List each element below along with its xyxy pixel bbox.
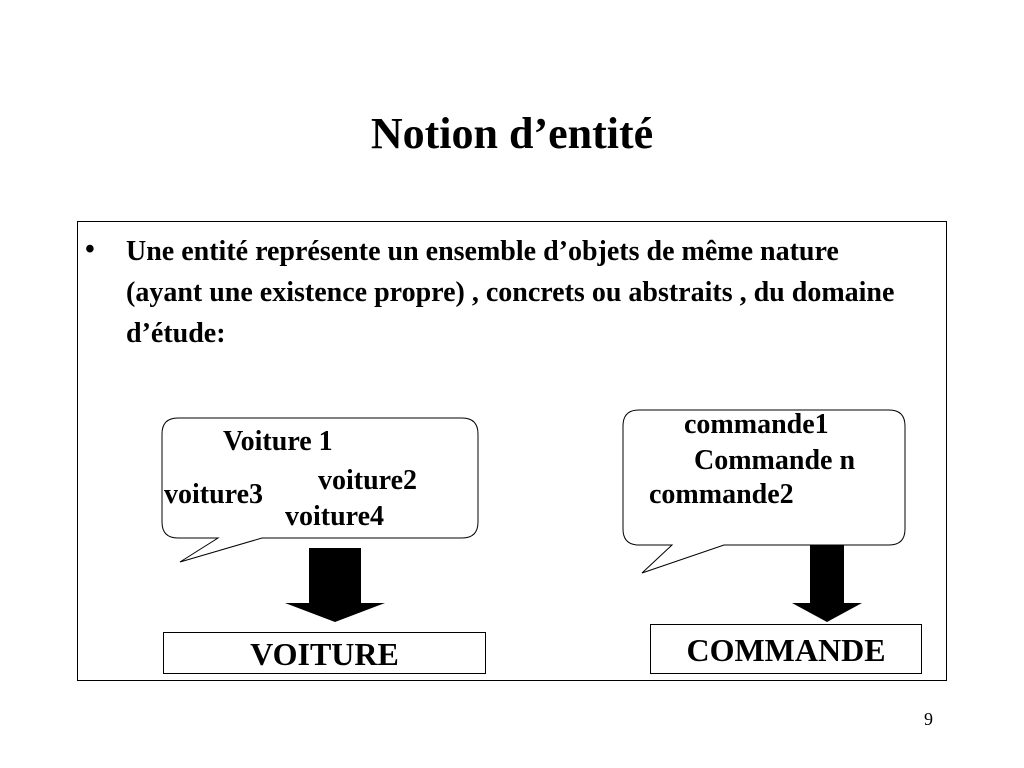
entity-box-voiture: VOITURE	[163, 632, 486, 674]
instance-commande2: commande2	[649, 479, 794, 510]
instance-commande-n: Commande n	[694, 445, 856, 476]
instance-voiture3: voiture3	[164, 479, 264, 510]
entity-box-commande: COMMANDE	[650, 624, 922, 674]
slide-title: Notion d’entité	[370, 109, 654, 158]
bullet-text: Une entité représente un ensemble d’objets de même nature (ayant une existence propre) , concrets ou abstraits , du domaine d’étude:	[126, 236, 895, 349]
instance-commande1: commande1	[684, 409, 829, 440]
left-down-arrow	[285, 548, 385, 622]
instance-voiture4: voiture4	[285, 501, 385, 532]
instance-voiture-1: Voiture 1	[223, 426, 333, 457]
right-down-arrow	[792, 545, 862, 622]
page-number: 9	[924, 709, 933, 729]
bullet-marker: •	[85, 234, 95, 265]
instance-voiture2: voiture2	[318, 465, 418, 496]
